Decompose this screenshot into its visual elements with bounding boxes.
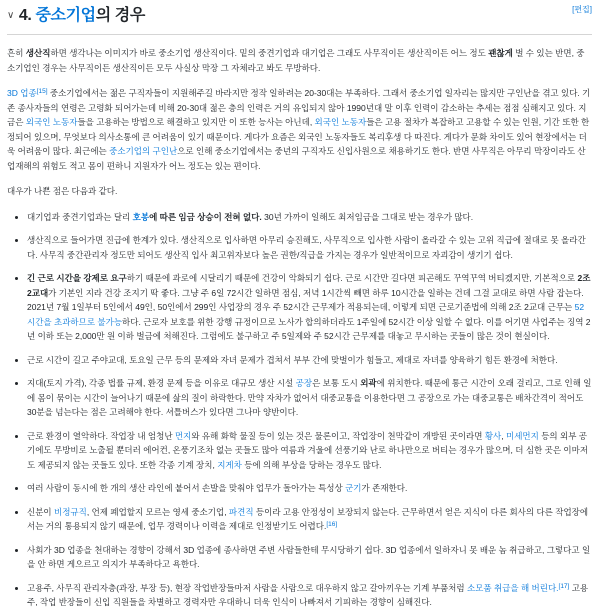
bold-text: 괜찮게 xyxy=(488,48,513,58)
section-number: 4. xyxy=(18,7,32,24)
list-item xyxy=(27,353,592,368)
list-item xyxy=(27,505,592,534)
text-segment: 30년 가까이 일해도 최저임금을 그대로 받는 경우가 많다. xyxy=(261,211,474,222)
bold-text: 에 따른 임금 상승이 전혀 없다. xyxy=(149,211,262,222)
wiki-link[interactable]: 3D 업종 xyxy=(7,88,37,98)
wiki-link[interactable]: 미세먼지 xyxy=(506,430,539,441)
bold-text: 2조 2교대 xyxy=(27,273,591,298)
text-segment: 으로 인해 중소기업에서는 중년의 구직자도 신입사원으로 채용하기도 한다. 반면 사무직은 아무리 막장이라도 산업재해의 위험도 적고 몸이 편하니 지원자가 어느 정도는 있는 편이다. xyxy=(7,146,586,171)
text-segment: 대기업과 중견기업과는 달리 xyxy=(27,211,133,222)
wiki-link[interactable]: 외국인 노동자 xyxy=(314,117,367,127)
text-segment: 벌 수 있는 반면, 중소기업인 경우는 사무직이든 생산직이든 모두 사실상 막장 그 자체라고 봐도 무방하다. xyxy=(7,48,585,73)
wiki-link[interactable]: 파견직 xyxy=(228,506,254,517)
text-segment: 대우가 나쁜 점은 다음과 같다. xyxy=(7,186,118,196)
text-segment: 여러 사람이 동시에 한 개의 생산 라인에 붙어서 손발을 맞춰야 업무가 돌아가는 특성상 xyxy=(27,483,346,493)
wiki-link[interactable]: 지게차 xyxy=(217,459,242,470)
wiki-link[interactable]: 52시간을 초과하므로 불가능 xyxy=(27,302,585,327)
wiki-link[interactable]: 공장 xyxy=(295,378,313,388)
section-title xyxy=(7,6,592,26)
text-segment: 흔히 xyxy=(7,48,26,58)
text-segment: 등이라 고용 안정성이 보장되지 않는다. 근무하면서 얻은 지식이 다른 회사의 다른 작업장에서는 거의 통용되지 않기 때문에, 업무 경력이나 이력을 제대로 인정받기도 어렵다. xyxy=(27,506,589,531)
edit-link[interactable]: [편집] xyxy=(572,5,592,14)
wiki-link[interactable]: 외국인 노동자 xyxy=(25,117,78,127)
text-segment: 고용주, 사무직 관리자층(과장, 부장 등), 현장 작업반장들마저 사람을 사람으로 대우하지 않고 갈아끼우는 기계 부품처럼 xyxy=(27,582,467,593)
text-segment: 가 존재한다. xyxy=(361,483,408,493)
bold-text: 긴 근로 시간을 강제로 요구 xyxy=(27,273,127,283)
text-segment: 중소기업에서는 젊은 구직자들이 지원해주길 바라지만 정작 일하려는 20-30대는 부족하다. 그래서 중소기업 일자리는 많지만 구인난을 겪고 있다. 기존 종사자들의 연령은 고령화 되어가는데 비해 20-30대 젊은 층의 인력은 거의 유입되지 않아 1990년대 말 이후 인력이 감소하는 추세는 점점 심해지고 있다. 지금은 xyxy=(7,88,591,127)
text-segment: 사회가 3D 업종을 천대하는 경향이 강해서 3D 업종에 종사하면 주변 사람들한테 무시당하기 쉽다. 3D 업종에서 일하자니 못 배운 놈 취급하고, 그렇다고 일을 안 하면 게으르고 의지가 부족하다고 욕한다. xyxy=(27,544,591,569)
list-item xyxy=(27,271,592,344)
text-segment: 신분이 xyxy=(27,506,54,517)
text-segment: 등에 의해 부상을 당하는 경우도 많다. xyxy=(241,459,382,470)
list-item xyxy=(27,481,592,496)
text-segment: 에 위치한다. 때문에 통근 시간이 오래 걸리고, 그로 인해 일에 몸이 묶이는 시간이 늘어나기 때문에 삶의 질이 하락한다. 만약 자차가 없어서 대중교통을 이용한다면 그 공장으로 가는 대중교통은 배차간격이 적어도 30분을 넘는다는 점은 고려해야 한다. 셔틀버스가 있다면 그나마 양반이다. xyxy=(27,378,592,417)
text-segment: 지대(토지 가격), 각종 법률 규제, 환경 문제 등을 이유로 대규모 생산 시설 xyxy=(27,378,296,388)
list-item xyxy=(27,543,592,572)
list-item xyxy=(27,581,592,610)
wiki-link[interactable]: 호봉 xyxy=(132,211,150,222)
section-heading xyxy=(7,2,592,35)
wiki-link[interactable]: 중소기업의 구인난 xyxy=(109,146,178,156)
text-segment: 등의 외부 공기에도 무방비로 노출될 뿐더러 에어컨, 온풍기조차 없는 곳들도 많아 여름과 겨울에 선풍기와 난로 하나만으로 버티는 경우가 많으며, 더 심한 곳은 이마저도 제공되지 않는 곳들도 있다. 또한 각종 기계 장치, xyxy=(27,430,589,470)
text-segment: 하면 생각나는 이미지가 바로 중소기업 생산직이다. 밑의 중견기업과 대기업은 그래도 사무직이든 생산직이든 어느 정도 xyxy=(50,48,489,58)
drawbacks-lead-paragraph xyxy=(7,184,592,199)
text-segment: 은 보통 도시 xyxy=(312,378,361,388)
intro-paragraph xyxy=(7,46,592,75)
bold-text: 생산직 xyxy=(25,48,51,58)
text-segment: 생산직으로 들어가면 진급에 한계가 있다. 생산직으로 입사하면 아무리 승진해도, 사무직으로 입사한 사람이 올라갈 수 있는 고위 직급에 절대로 못 올라간다. 사무직 중간관리자 정도만 되어도 생산직 입사 최고위자보다 높은 권한/직급을 가지는 경우가 일반적이므로 자괴감이 생기기 쉽다. xyxy=(27,235,586,260)
text-segment: 근로 시간이 길고 주야교대, 토요일 근무 등의 문제와 자녀 문제가 겹쳐서 부부 간에 맞벌이가 힘들고, 제대로 자녀를 양육하기 힘든 환경에 처한다. xyxy=(27,354,558,365)
list-item xyxy=(27,233,592,262)
footnote-link[interactable]: [17] xyxy=(558,582,570,590)
text-segment: 하다. 근로자 보호를 위한 강행 규정이므로 노사가 합의하더라도 1주일에 52시간 이상 일할 수 없다. 이를 어기면 사업주는 징역 2년 이하 또는 2,000만 원 이하 벌금에 처해진다. 그럼에도 불구하고 주 5일제와 주 52시간 근무제를 대놓고 무시하는 곳들이 많은 것이 현실이다. xyxy=(27,316,591,341)
bold-text: 외곽 xyxy=(360,378,377,388)
text-segment: 들은 고용 절차가 복잡하고 고용할 수 있는 인원, 기간 또한 한정되어 있으며, 무엇보다 의사소통에 큰 어려움이 있기 때문이다. 게다가 요즘은 외국인 노동자들도 복리후생 다 따진다. 게다가 문화 차이도 있어 현장에서는 더욱 어려움이 많다. 최근에는 xyxy=(7,117,590,156)
drawbacks-list xyxy=(7,210,592,610)
list-item xyxy=(27,429,592,473)
section-title-link[interactable]: 중소기업 xyxy=(35,7,96,24)
text-segment: 들을 고용하는 방법으로 해결하고 있지만 이 또한 능사는 아닌데, xyxy=(77,117,315,127)
wiki-link[interactable]: 군기 xyxy=(345,483,362,493)
wiki-link[interactable]: 비정규직 xyxy=(54,506,87,517)
text-segment: 근로 환경이 열악하다. 작업장 내 엄청난 xyxy=(27,430,175,441)
footnote-link[interactable]: [15] xyxy=(36,88,48,95)
text-segment: 하기 때문에 과로에 시달리기 때문에 건강이 악화되기 쉽다. 근로 시간만 길다면 피곤해도 꾸역꾸역 버티겠지만, 기본적으로 xyxy=(126,273,578,283)
text-segment: 가 기본인 지라 건강 조지기 딱 좋다. 그냥 주 6일 72시간 일하면 점심, 저녁 1시간씩 빼면 하루 10시간을 일하는 건데 그걸 교대로 하면 사람 잡는다. 2021년 7월 1일부터 5인에서 49인, 50인에서 299인 사업장의 경우 주 52시간 근무제가 적용되는데, 이렇게 되면 근로기준법에 의해 2조 2교대 근무는 xyxy=(27,287,584,312)
footnote-link[interactable]: [16] xyxy=(326,521,338,528)
hiring-shortage-paragraph xyxy=(7,86,592,173)
text-segment: 와 유해 화학 물질 등이 있는 것은 물론이고, 작업장이 천막같이 개방된 곳이라면 xyxy=(191,430,485,441)
collapse-chevron-icon[interactable]: ∨ xyxy=(7,10,14,21)
text-segment: , 언제 폐업할지 모르는 영세 중소기업, xyxy=(86,506,229,517)
wiki-link[interactable]: 황사 xyxy=(484,430,502,441)
text-segment: , xyxy=(501,430,506,441)
wiki-link[interactable]: 소모품 취급을 해 버린다. xyxy=(466,582,559,593)
section-title-suffix: 의 경우 xyxy=(95,7,145,24)
list-item xyxy=(27,376,592,420)
text-segment: 고용주, 작업 반장들이 신입 직원들을 차별하고 경력자만 우대하니 더욱 인식이 나빠져서 기피하는 경향이 심해진다. xyxy=(27,582,589,607)
list-item xyxy=(27,210,592,225)
wiki-link[interactable]: 먼지 xyxy=(174,430,192,441)
section-content xyxy=(7,46,592,610)
